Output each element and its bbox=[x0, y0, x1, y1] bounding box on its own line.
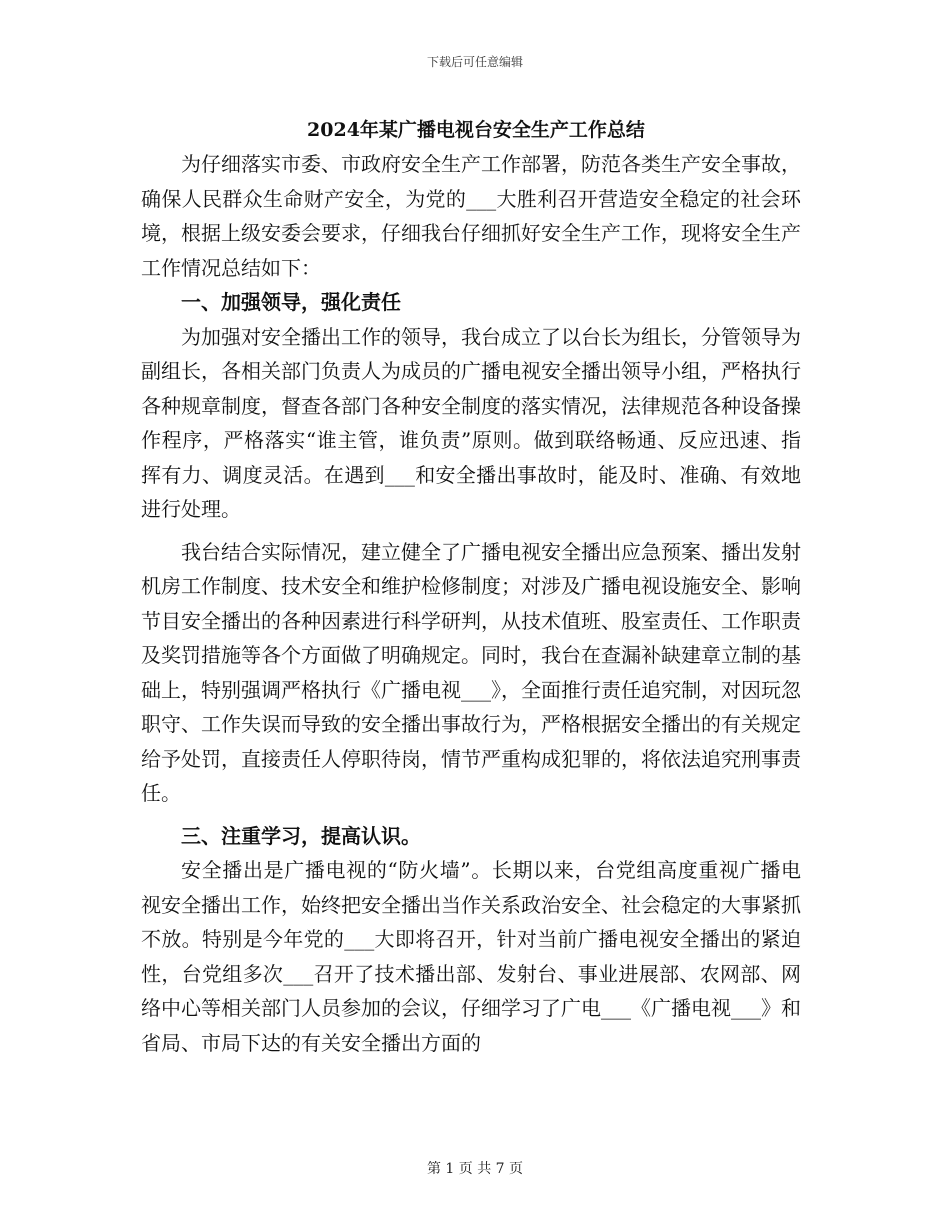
document-body bbox=[141, 113, 801, 1060]
paragraph-spacer bbox=[141, 811, 801, 819]
section1-paragraph-2: 我台结合实际情况，建立健全了广播电视安全播出应急预案、播出发射机房工作制度、技术安全和维护检修制度；对涉及广播电视设施安全、影响节目安全播出的各种因素进行科学研判，从技术值班、股室责任、工作职责及奖罚措施等各个方面做了明确规定。同时，我台在查漏补缺建章立制的基础上，特别强调严格执行《广播电视___》，全面推行责任追究制，对因玩忽职守、工作失误而导致的安全播出事故行为，严格根据安全播出的有关规定给予处罚，直接责任人停职待岗，情节严重构成犯罪的，将依法追究刑事责任。 bbox=[141, 539, 801, 805]
section3-paragraph-1: 安全播出是广播电视的“防火墙”。长期以来，台党组高度重视广播电视安全播出工作，始终把安全播出当作关系政治安全、社会稳定的大事紧抓不放。特别是今年党的___大即将召开，针对当前广播电视安全播出的紧迫性，台党组多次___召开了技术播出部、发射台、事业进展部、农网部、网络中心等相关部门人员参加的会议，仔细学习了广电___《广播电视___》和省局、市局下达的有关安全播出方面的 bbox=[141, 858, 801, 1055]
section1-paragraph-1: 为加强对安全播出工作的领导，我台成立了以台长为组长，分管领导为副组长，各相关部门负责人为成员的广播电视安全播出领导小组，严格执行各种规章制度，督查各部门各种安全制度的落实情况，法律规范各种设备操作程序，严格落实“谁主管，谁负责”原则。做到联络畅通、反应迅速、指挥有力、调度灵活。在遇到___和安全播出事故时，能及时、准确、有效地进行处理。 bbox=[141, 324, 801, 521]
page-header-note: 下载后可任意编辑 bbox=[426, 55, 523, 69]
intro-paragraph: 为仔细落实市委、市政府安全生产工作部署，防范各类生产安全事故，确保人民群众生命财产安全，为党的___大胜利召开营造安全稳定的社会环境，根据上级安委会要求，仔细我台仔细抓好安全生产工作，现将安全生产工作情况总结如下： bbox=[141, 152, 801, 280]
document-title: 2024年某广播电视台安全生产工作总结 bbox=[307, 119, 645, 141]
section-heading-1: 一、加强领导，强化责任 bbox=[181, 290, 401, 314]
page-number: 第 1 页 共 7 页 bbox=[426, 1161, 524, 1177]
section-heading-3: 三、注重学习，提高认识。 bbox=[181, 823, 421, 848]
paragraph-spacer bbox=[141, 527, 801, 535]
